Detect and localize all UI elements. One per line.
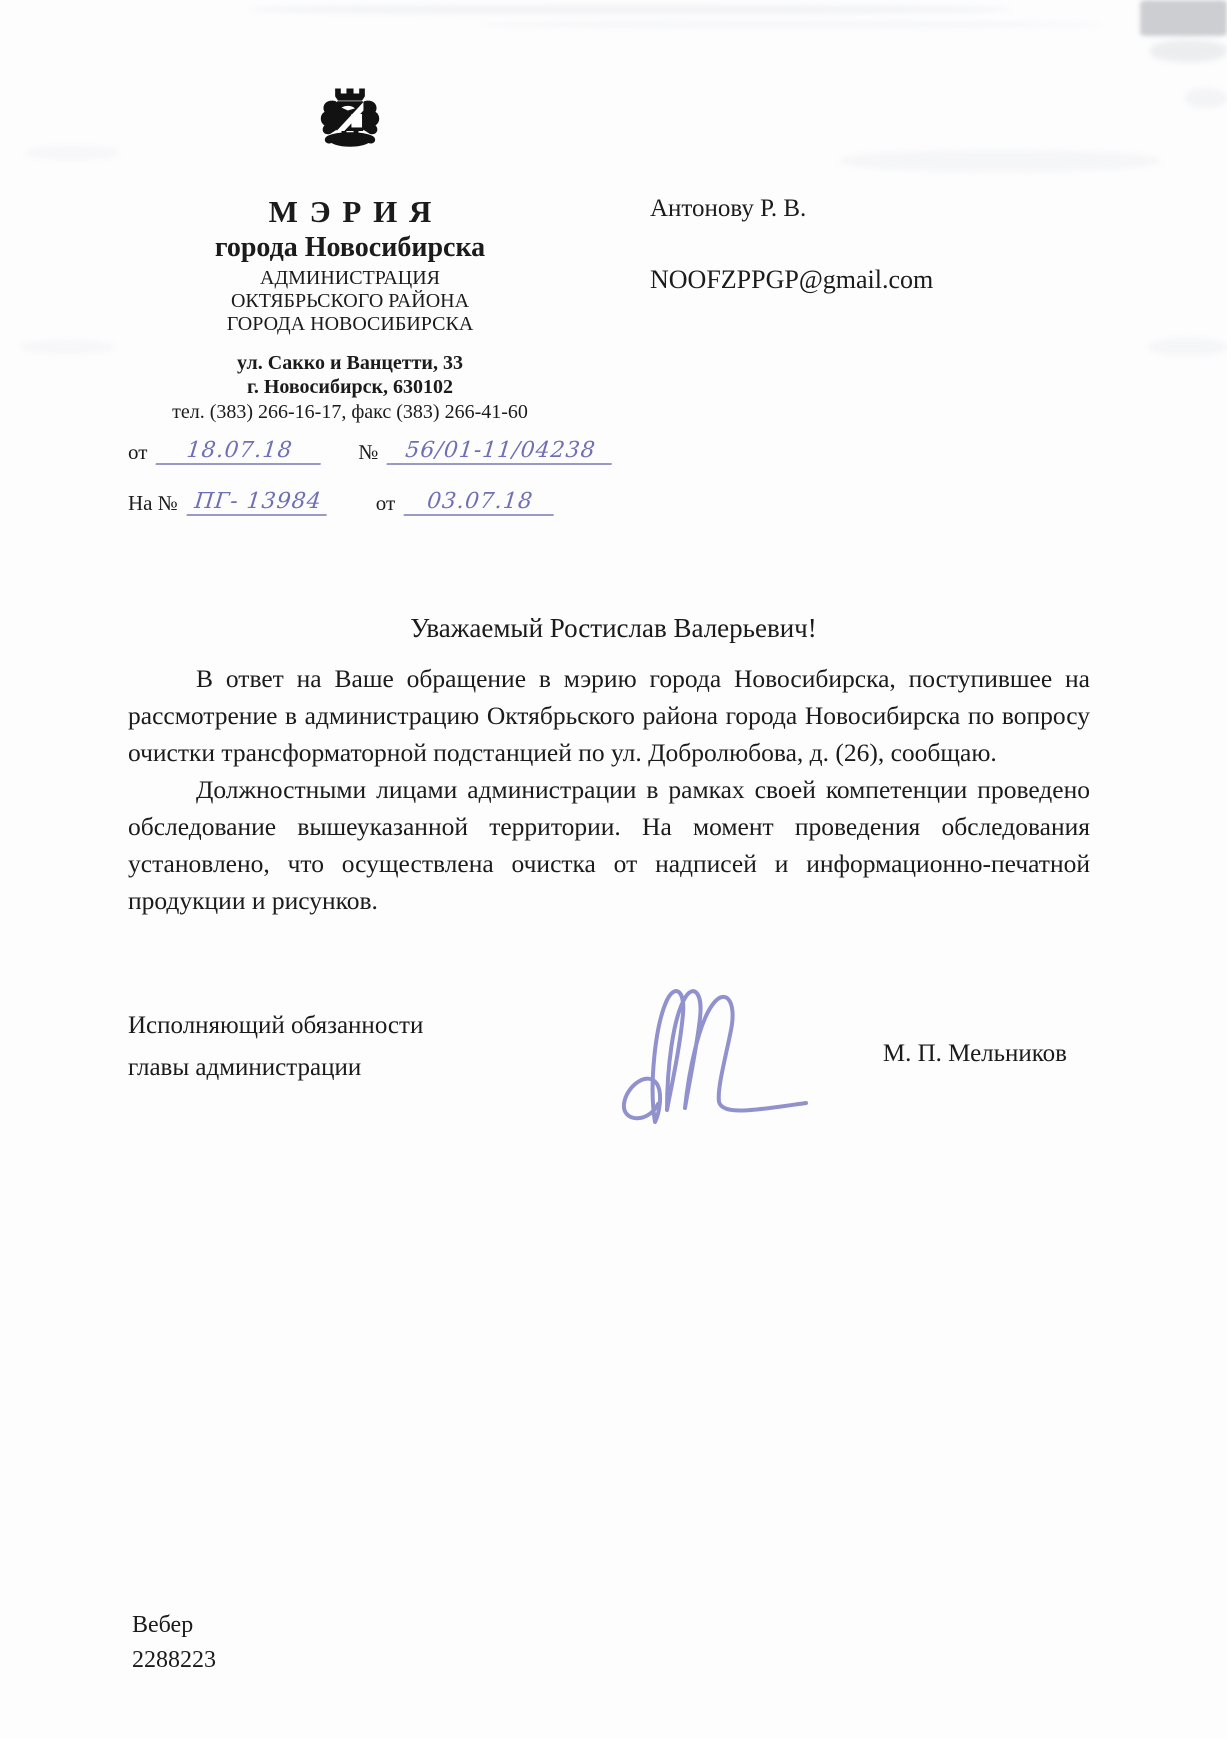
org-subname-line3: ГОРОДА НОВОСИБИРСКА [226,313,474,336]
org-subname-line2: ОКТЯБРЬСКОГО РАЙОНА [230,290,470,313]
scan-artifact [1148,338,1227,356]
org-name-line2: города Новосибирска [214,232,486,263]
letterhead [105,85,595,424]
org-phone-fax: тел. (383) 266-16-17, факс (383) 266-41-60 [172,400,528,423]
executor-name: Вебер [132,1612,194,1638]
outgoing-reference-line [128,438,628,465]
body-paragraph-1: В ответ на Ваше обращение в мэрию города Новосибирска, поступившее на рассмотрение в администрацию Октябрьского района города Новосибирска по вопросу очистки трансформаторной подстанцией по ул. Добролюбова, д. (26), сообщаю. [128,664,1090,767]
scan-artifact [250,5,1010,14]
incoming-reference-line [128,489,628,516]
outgoing-number-handwritten: 56/01-11/04238 [387,438,615,465]
signer-title-line1: Исполняющий обязанности [128,1012,424,1039]
body-paragraph-2: Должностными лицами администрации в рамках своей компетенции проведено обследование вышеуказанной территории. На момент проведения обследования установлено, что осуществлена очистка от надписей и информационно-печатной продукции и рисунков. [128,775,1090,915]
salutation: Уважаемый Ростислав Валерьевич! [410,613,817,643]
outgoing-date-label: от [128,440,148,464]
executor-block [132,1608,216,1678]
recipient-block [650,195,933,295]
scan-artifact [1185,88,1227,108]
incoming-number-label: На № [128,491,178,515]
scan-artifact [840,150,1160,172]
scan-artifact [480,21,1100,28]
reference-block [128,438,628,540]
scan-artifact [20,340,115,354]
signer-title-line2: главы администрации [128,1054,362,1081]
outgoing-number-label: № [358,440,379,464]
recipient-email: NOOFZPPGP@gmail.com [650,265,934,294]
coat-of-arms-icon [311,85,389,182]
org-name-line1: МЭРИЯ [268,194,444,229]
signer-title-block [128,1005,423,1089]
org-city-address: г. Новосибирск, 630102 [247,375,453,398]
letter-body [128,660,1090,919]
incoming-number-handwritten: ПГ- 13984 [186,489,329,516]
signer-name: М. П. Мельников [882,1040,1067,1067]
recipient-name: Антонову Р. В. [650,195,807,222]
incoming-date-label: от [375,491,396,515]
outgoing-date-handwritten: 18.07.18 [156,438,324,465]
incoming-date-handwritten: 03.07.18 [404,489,557,516]
signature-scribble-icon [598,958,828,1143]
scan-artifact [1140,0,1227,36]
executor-phone: 2288223 [132,1647,216,1673]
org-street-address: ул. Сакко и Ванцетти, 33 [237,351,463,374]
org-subname-line1: АДМИНИСТРАЦИЯ [260,267,440,289]
scan-artifact [1150,40,1227,62]
